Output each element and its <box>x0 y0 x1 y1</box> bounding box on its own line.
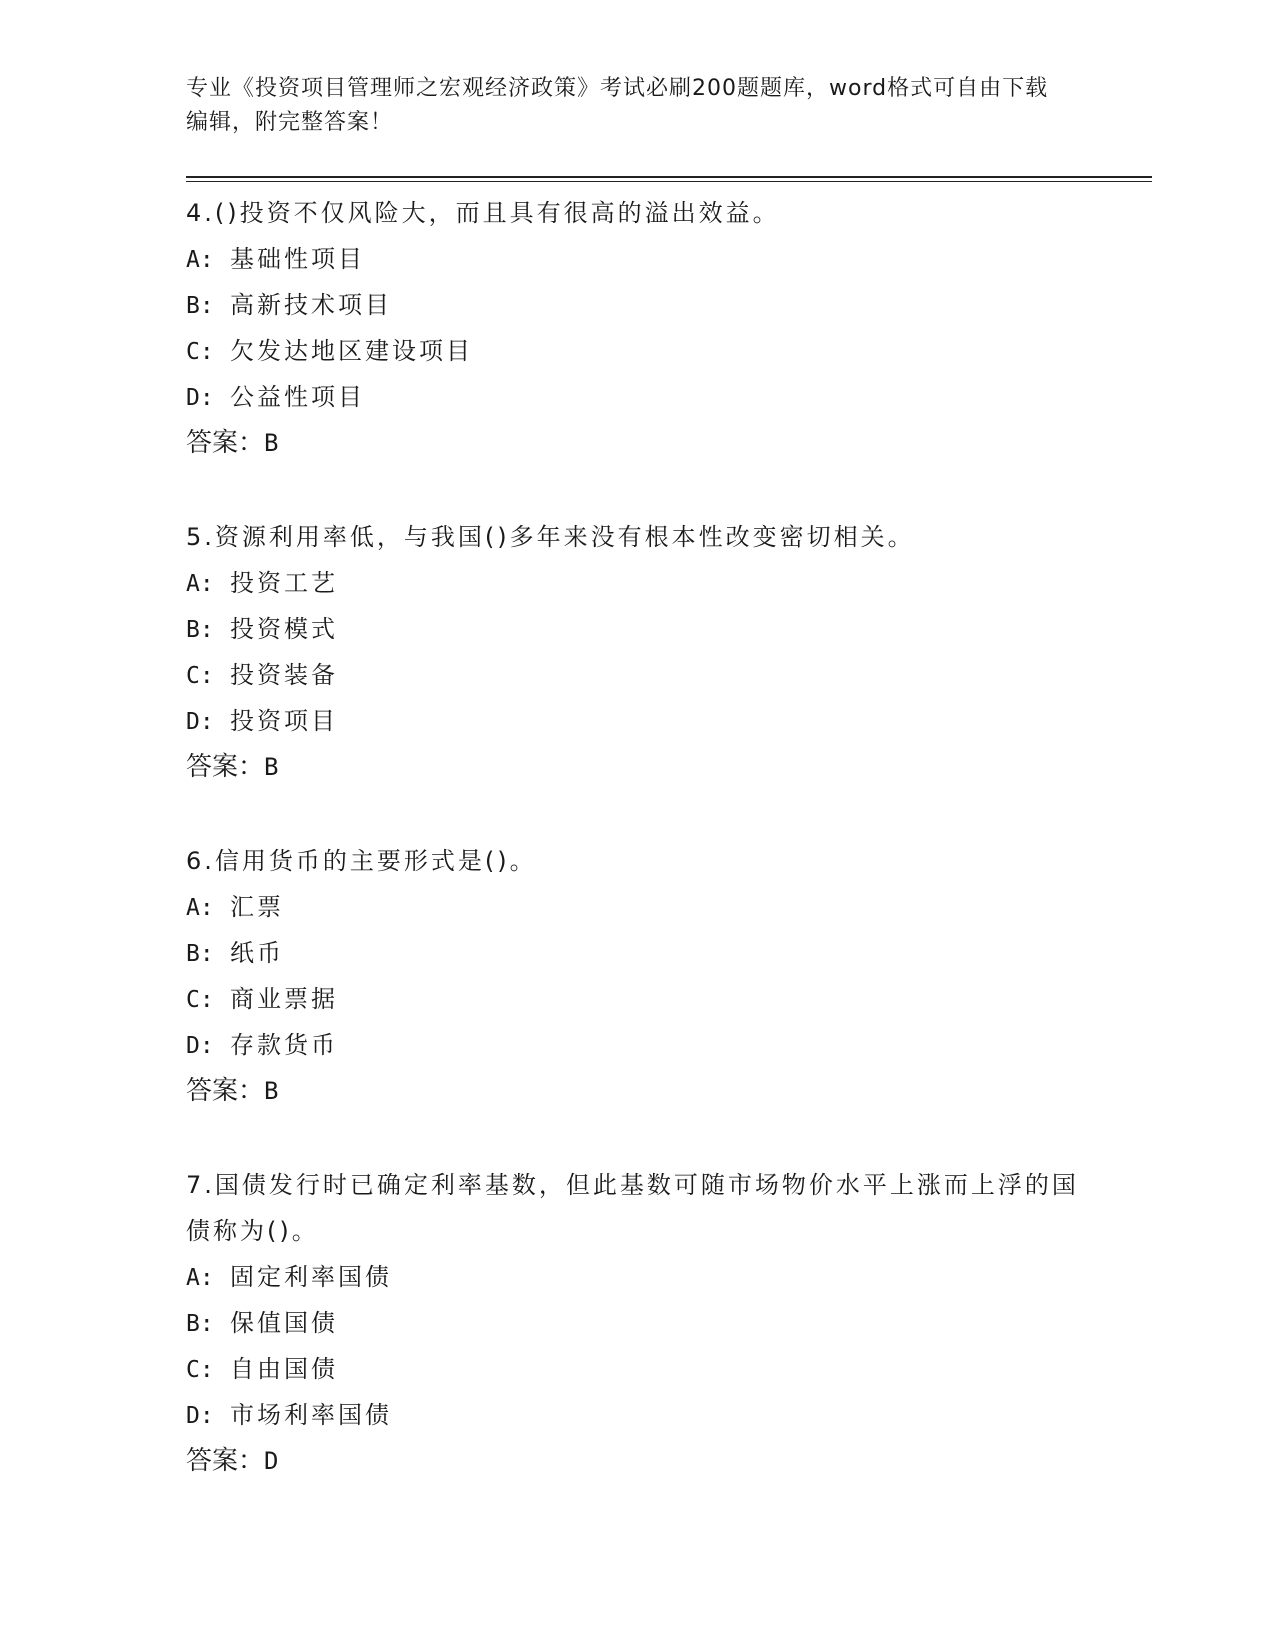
option-key: A: <box>186 1265 214 1291</box>
option-d <box>186 698 1086 744</box>
option-text: 市场利率国债 <box>230 1401 392 1429</box>
question-6 <box>186 838 1086 1114</box>
option-a <box>186 884 1086 930</box>
option-d <box>186 374 1086 420</box>
answer-value: B <box>264 1077 279 1105</box>
answer-line <box>186 1068 1086 1114</box>
option-text: 基础性项目 <box>230 245 365 273</box>
document-header: 专业《投资项目管理师之宏观经济政策》考试必刷200题题库，word格式可自由下载编辑，附完整答案！ <box>186 76 1049 135</box>
option-text: 投资项目 <box>230 707 338 735</box>
question-7 <box>186 1162 1086 1484</box>
option-text: 固定利率国债 <box>230 1263 392 1291</box>
option-b <box>186 930 1086 976</box>
option-c <box>186 1346 1086 1392</box>
option-d <box>186 1392 1086 1438</box>
option-text: 欠发达地区建设项目 <box>230 337 473 365</box>
option-text: 汇票 <box>230 893 284 921</box>
option-c <box>186 652 1086 698</box>
option-key: A: <box>186 571 214 597</box>
option-key: D: <box>186 709 214 735</box>
answer-value: B <box>264 753 279 781</box>
answer-label: 答案： <box>186 1076 265 1106</box>
question-stem: 6.信用货币的主要形式是()。 <box>186 847 537 875</box>
option-a <box>186 1254 1086 1300</box>
option-key: D: <box>186 1033 214 1059</box>
answer-label: 答案： <box>186 752 265 782</box>
option-b <box>186 1300 1086 1346</box>
option-c <box>186 328 1086 374</box>
answer-line <box>186 1438 1086 1484</box>
option-text: 投资装备 <box>230 661 338 689</box>
question-stem: 7.国债发行时已确定利率基数，但此基数可随市场物价水平上涨而上浮的国债称为()。 <box>186 1171 1079 1245</box>
question-stem: 4.()投资不仅风险大，而且具有很高的溢出效益。 <box>186 199 780 227</box>
question-list <box>186 190 1086 1532</box>
answer-value: B <box>264 429 279 457</box>
question-4 <box>186 190 1086 466</box>
option-key: D: <box>186 1403 214 1429</box>
option-b <box>186 282 1086 328</box>
option-key: A: <box>186 247 214 273</box>
option-text: 高新技术项目 <box>230 291 392 319</box>
option-key: B: <box>186 1311 214 1337</box>
option-a <box>186 236 1086 282</box>
option-text: 公益性项目 <box>230 383 365 411</box>
option-key: B: <box>186 941 214 967</box>
option-text: 投资模式 <box>230 615 338 643</box>
option-text: 保值国债 <box>230 1309 338 1337</box>
option-b <box>186 606 1086 652</box>
option-text: 纸币 <box>230 939 284 967</box>
option-key: A: <box>186 895 214 921</box>
option-key: C: <box>186 1357 214 1383</box>
question-stem: 5.资源利用率低，与我国()多年来没有根本性改变密切相关。 <box>186 523 915 551</box>
header-divider-thin <box>186 181 1152 182</box>
option-text: 自由国债 <box>230 1355 338 1383</box>
option-text: 存款货币 <box>230 1031 338 1059</box>
option-a <box>186 560 1086 606</box>
answer-line <box>186 420 1086 466</box>
option-key: C: <box>186 663 214 689</box>
answer-value: D <box>264 1447 279 1475</box>
option-key: B: <box>186 617 214 643</box>
option-text: 商业票据 <box>230 985 338 1013</box>
question-5 <box>186 514 1086 790</box>
answer-label: 答案： <box>186 428 265 458</box>
option-text: 投资工艺 <box>230 569 338 597</box>
option-key: C: <box>186 987 214 1013</box>
option-key: C: <box>186 339 214 365</box>
answer-line <box>186 744 1086 790</box>
option-d <box>186 1022 1086 1068</box>
answer-label: 答案： <box>186 1446 265 1476</box>
option-key: B: <box>186 293 214 319</box>
header-divider-thick <box>186 176 1152 178</box>
option-c <box>186 976 1086 1022</box>
option-key: D: <box>186 385 214 411</box>
